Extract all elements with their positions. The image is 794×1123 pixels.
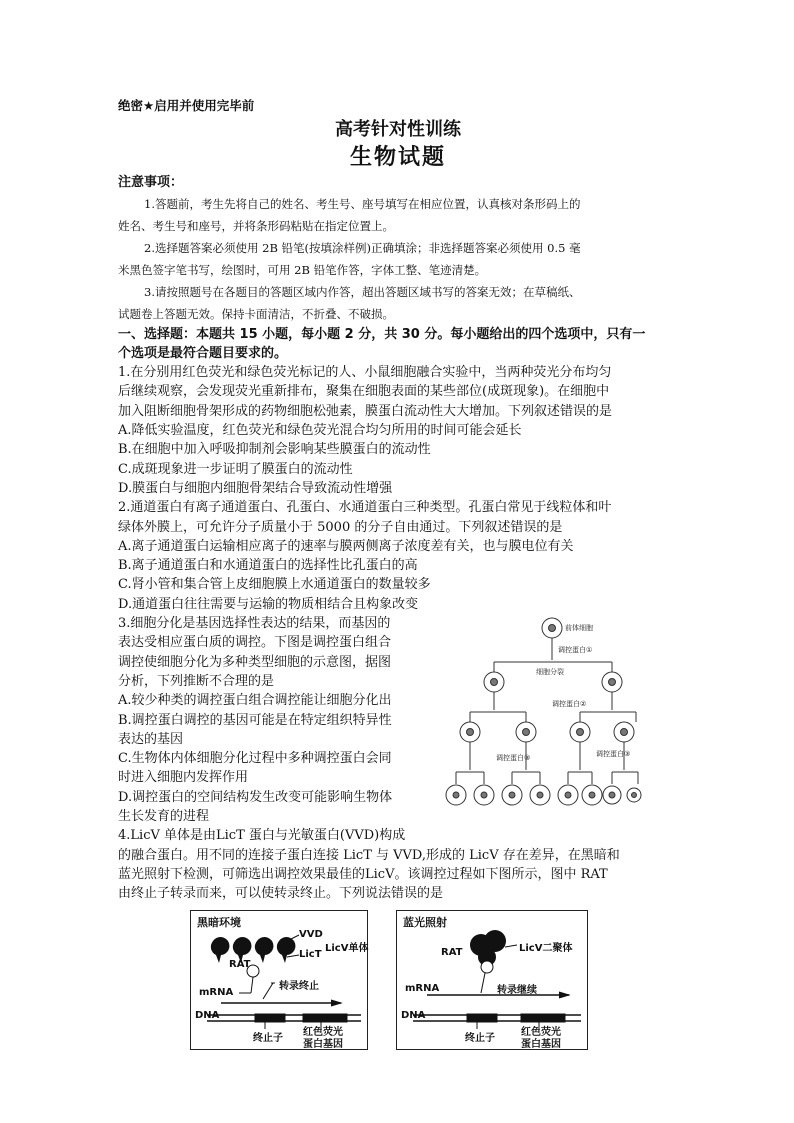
q2-option-c: C.肾小管和集合管上皮细胞膜上水通道蛋白的数量较多 xyxy=(118,577,431,593)
q1-line2: 后继续观察，会发现荧光重新排布，聚集在细胞表面的某些部位(成斑现象)。在细胞中 xyxy=(118,384,610,400)
dna-label-right: DNA xyxy=(401,1009,426,1021)
dimer-label: LicV二聚体 xyxy=(519,942,573,954)
rat-label-left: RAT xyxy=(229,958,251,970)
division-label: 细胞分裂 xyxy=(536,668,564,677)
note-3b: 试题卷上答题无效。保持卡面清洁，不折叠、不破损。 xyxy=(118,306,394,321)
dna-label-left: DNA xyxy=(195,1009,220,1021)
q1-line3: 加入阻断细胞骨架形成的药物细胞松弛素，膜蛋白流动性大大增加。下列叙述错误的是 xyxy=(118,403,613,419)
gene-label-left-2: 蛋白基因 xyxy=(303,1038,343,1050)
terminator-label-right: 终止子 xyxy=(465,1032,495,1044)
q3-option-c1: C.生物体内体细胞分化过程中多种调控蛋白会同 xyxy=(118,751,392,767)
q2-option-a: A.离子通道蛋白运输相应离子的速率与膜两侧离子浓度差有关，也与膜电位有关 xyxy=(118,538,574,554)
section-heading-a: 一、选择题：本题共 15 小题，每小题 2 分，共 30 分。每小题给出的四个选项中，只有一 xyxy=(118,326,646,342)
gene-label-right-2: 蛋白基因 xyxy=(521,1038,561,1050)
gene-label-left-1: 红色荧光 xyxy=(303,1026,343,1038)
q4-line1: 4.LicV 单体是由LicT 蛋白与光敏蛋白(VVD)构成 xyxy=(118,828,406,844)
exam-page xyxy=(118,96,678,1058)
transcription-continue-label: 转录继续 xyxy=(497,984,537,996)
q3-line1: 3.细胞分化是基因选择性表达的结果，而基因的 xyxy=(118,616,391,632)
q2-line1: 2.通道蛋白有离子通道蛋白、孔蛋白、水通道蛋白三种类型。孔蛋白常见于线粒体和叶 xyxy=(118,500,612,516)
monomer-label: LicV单体 xyxy=(325,942,369,954)
q1-option-d: D.膜蛋白与细胞内细胞骨架结合导致流动性增强 xyxy=(118,480,393,496)
licv-figures xyxy=(118,910,678,1058)
subject-title: 生物试题 xyxy=(349,145,446,171)
q3-option-a: A.较少种类的调控蛋白组合调控能让细胞分化出 xyxy=(118,693,392,709)
q1-option-c: C.成斑现象进一步证明了膜蛋白的流动性 xyxy=(118,461,353,477)
q1-option-b: B.在细胞中加入呼吸抑制剂会影响某些膜蛋白的流动性 xyxy=(118,442,431,458)
reg-protein-2-label: 调控蛋白② xyxy=(552,700,587,709)
q4-line4: 由终止子转录而来，可以使转录终止。下列说法错误的是 xyxy=(118,886,444,902)
q3-option-b1: B.调控蛋白调控的基因可能是在特定组织特异性 xyxy=(118,712,392,728)
q3-block xyxy=(118,614,678,826)
q2-option-d: D.通道蛋白往往需要与运输的物质相结合且构象改变 xyxy=(118,596,419,612)
q1-line1: 1.在分别用红色荧光和绿色荧光标记的人、小鼠细胞融合实验中，当两种荧光分布均匀 xyxy=(118,365,612,381)
cell-differentiation-diagram xyxy=(444,614,642,829)
note-1b: 姓名、考生号和座号，并将条形码粘贴在指定位置上。 xyxy=(118,218,394,233)
q3-option-b2: 表达的基因 xyxy=(118,731,184,747)
q3-line4: 分析，下列推断不合理的是 xyxy=(118,673,275,689)
notes-heading: 注意事项： xyxy=(118,175,184,191)
q3-line3: 调控使细胞分化为多种类型细胞的示意图，据图 xyxy=(118,654,392,670)
q1-option-a: A.降低实验温度，红色荧光和绿色荧光混合均匀所用的时间可能会延长 xyxy=(118,423,522,439)
q3-option-d1: D.调控蛋白的空间结构发生改变可能影响生物体 xyxy=(118,789,393,805)
q2-option-b: B.离子通道蛋白和水通道蛋白的选择性比孔蛋白的高 xyxy=(118,558,418,574)
precursor-label: 前体细胞 xyxy=(565,624,593,633)
exam-title: 高考针对性训练 xyxy=(335,119,461,141)
blue-panel-title: 蓝光照射 xyxy=(403,915,447,929)
gene-label-right-1: 红色荧光 xyxy=(521,1026,561,1038)
reg-protein-3b-label: 调控蛋白③ xyxy=(596,750,631,759)
terminator-label-left: 终止子 xyxy=(253,1032,283,1044)
q4-line2: 的融合蛋白。用不同的连接子蛋白连接 LicT 与 VVD,形成的 LicV 存在差异，在黑暗和 xyxy=(118,847,620,863)
q2-line2: 绿体外膜上，可允许分子质量小于 5000 的分子自由通过。下列叙述错误的是 xyxy=(118,519,563,535)
rat-label-right: RAT xyxy=(441,946,463,958)
q3-option-c2: 时进入细胞内发挥作用 xyxy=(118,770,249,786)
q3-line2: 表达受相应蛋白质的调控。下图是调控蛋白组合 xyxy=(118,635,392,651)
vvd-label: VVD xyxy=(299,928,323,940)
q3-option-d2: 生长发育的进程 xyxy=(118,809,210,825)
mrna-label-left: mRNA xyxy=(199,986,234,998)
secret-label: 绝密★启用并使用完毕前 xyxy=(118,98,255,113)
lict-label: LicT xyxy=(299,948,322,960)
note-1a: 1.答题前，考生先将自己的姓名、考生号、座号填写在相应位置，认真核对条形码上的 xyxy=(144,196,581,211)
section-heading-b: 个选项是最符合题目要求的。 xyxy=(118,345,288,361)
mrna-label-right: mRNA xyxy=(405,982,440,994)
note-3a: 3.请按照题号在各题目的答题区域内作答，超出答题区域书写的答案无效；在草稿纸、 xyxy=(144,284,581,299)
dark-panel-title: 黑暗环境 xyxy=(197,915,241,929)
q4-line3: 蓝光照射下检测，可筛选出调控效果最佳的LicV。该调控过程如下图所示，图中 RAT xyxy=(118,866,608,882)
note-2b: 米黑色签字笔书写，绘图时，可用 2B 铅笔作答，字体工整、笔迹清楚。 xyxy=(118,262,487,277)
blue-light-panel xyxy=(396,910,588,1050)
reg-protein-3a-label: 调控蛋白③ xyxy=(496,754,531,763)
note-2a: 2.选择题答案必须使用 2B 铅笔(按填涂样例)正确填涂；非选择题答案必须使用 0.5 毫 xyxy=(144,240,581,255)
transcription-stop-label: 转录终止 xyxy=(279,980,319,992)
reg-protein-1-label: 调控蛋白① xyxy=(558,646,593,655)
dark-environment-panel xyxy=(190,910,368,1050)
